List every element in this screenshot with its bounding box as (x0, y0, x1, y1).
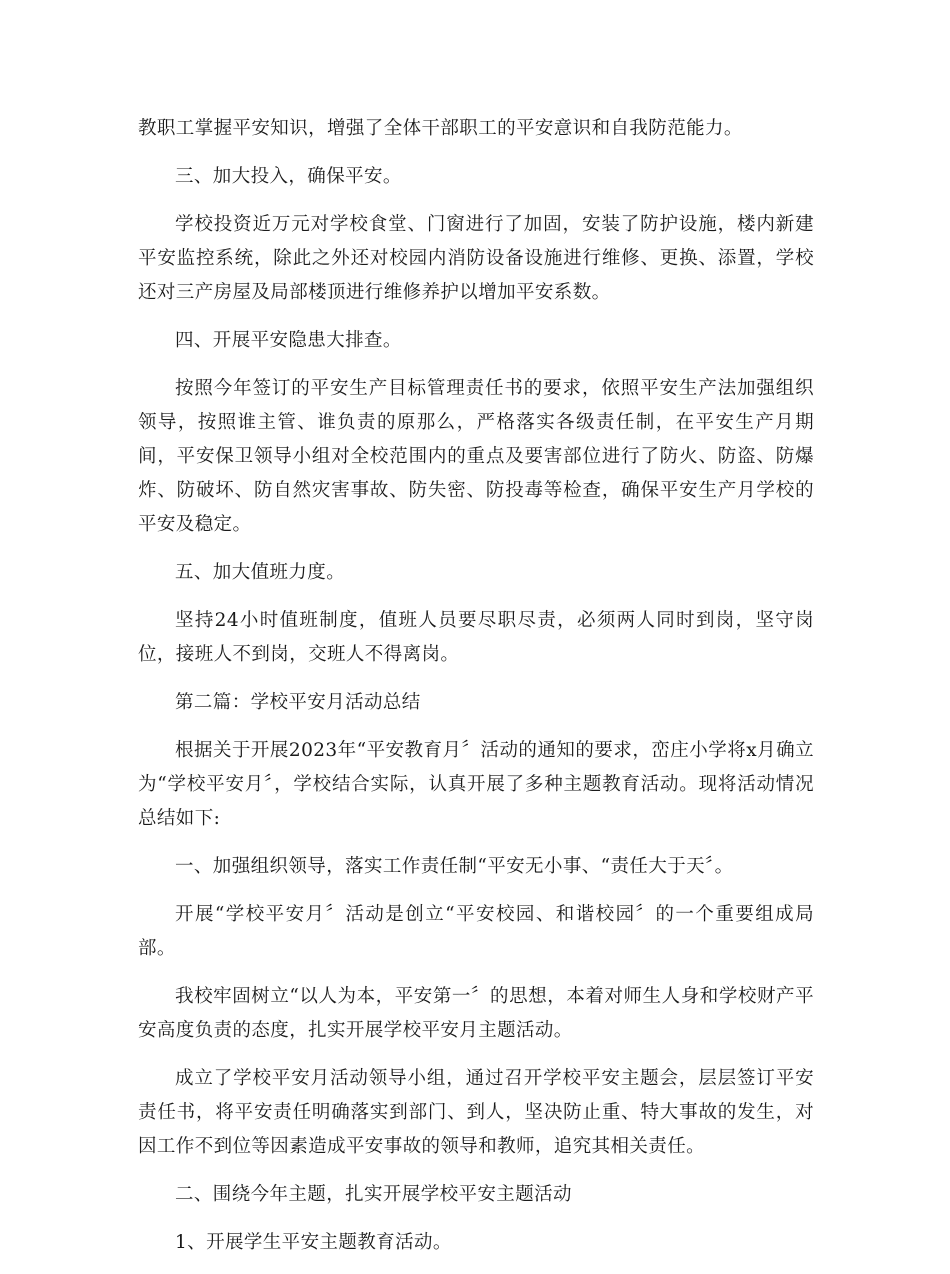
paragraph: 教职工掌握平安知识，增强了全体干部职工的平安意识和自我防范能力。 (138, 118, 743, 139)
section-heading: 一、加强组织领导，落实工作责任制“平安无小事、“责任大于天〞。 (175, 856, 734, 877)
section-heading: 四、开展平安隐患大排查。 (175, 330, 402, 351)
paragraph: 成立了学校平安月活动领导小组，通过召开学校平安主题会，层层签订平安责任书，将平安责任明确落实到部门、到人，坚决防止重、特大事故的发生，对因工作不到位等因素造成平安事故的领导和教师，追究其相关责任。 (138, 1068, 814, 1157)
section-heading: 三、加大投入，确保平安。 (175, 166, 402, 187)
paragraph: 按照今年签订的平安生产目标管理责任书的要求，依照平安生产法加强组织领导，按照谁主管、谁负责的原那么，严格落实各级责任制，在平安生产月期间，平安保卫领导小组对全校范围内的重点及要害部位进行了防火、防盗、防爆炸、防破坏、防自然灾害事故、防失密、防投毒等检查，确保平安生产月学校的平安及稳定。 (138, 378, 814, 535)
part-title: 第二篇：学校平安月活动总结 (175, 692, 421, 713)
paragraph: 坚持24小时值班制度，值班人员要尽职尽责，必须两人同时到岗，坚守岗位，接班人不到岗，交班人不得离岗。 (138, 610, 814, 665)
subsection-heading: 1、开展学生平安主题教育活动。 (175, 1232, 452, 1253)
paragraph: 学校投资近万元对学校食堂、门窗进行了加固，安装了防护设施，楼内新建平安监控系统，除此之外还对校园内消防设备设施进行维修、更换、添置，学校还对三产房屋及局部楼顶进行维修养护以增加平安系数。 (138, 214, 814, 303)
section-heading: 二、围绕今年主题，扎实开展学校平安主题活动 (175, 1184, 572, 1205)
paragraph: 根据关于开展2023年“平安教育月〞活动的通知的要求，峦庄小学将x月确立为“学校平安月〞，学校结合实际，认真开展了多种主题教育活动。现将活动情况总结如下: (138, 740, 814, 829)
document-body (138, 112, 814, 1274)
section-heading: 五、加大值班力度。 (175, 562, 346, 583)
paragraph: 开展“学校平安月〞活动是创立“平安校园、和谐校园〞的一个重要组成局部。 (138, 904, 814, 959)
paragraph: 我校牢固树立“以人为本，平安第一〞的思想，本着对师生人身和学校财产平安高度负责的态度，扎实开展学校平安月主题活动。 (138, 986, 814, 1041)
